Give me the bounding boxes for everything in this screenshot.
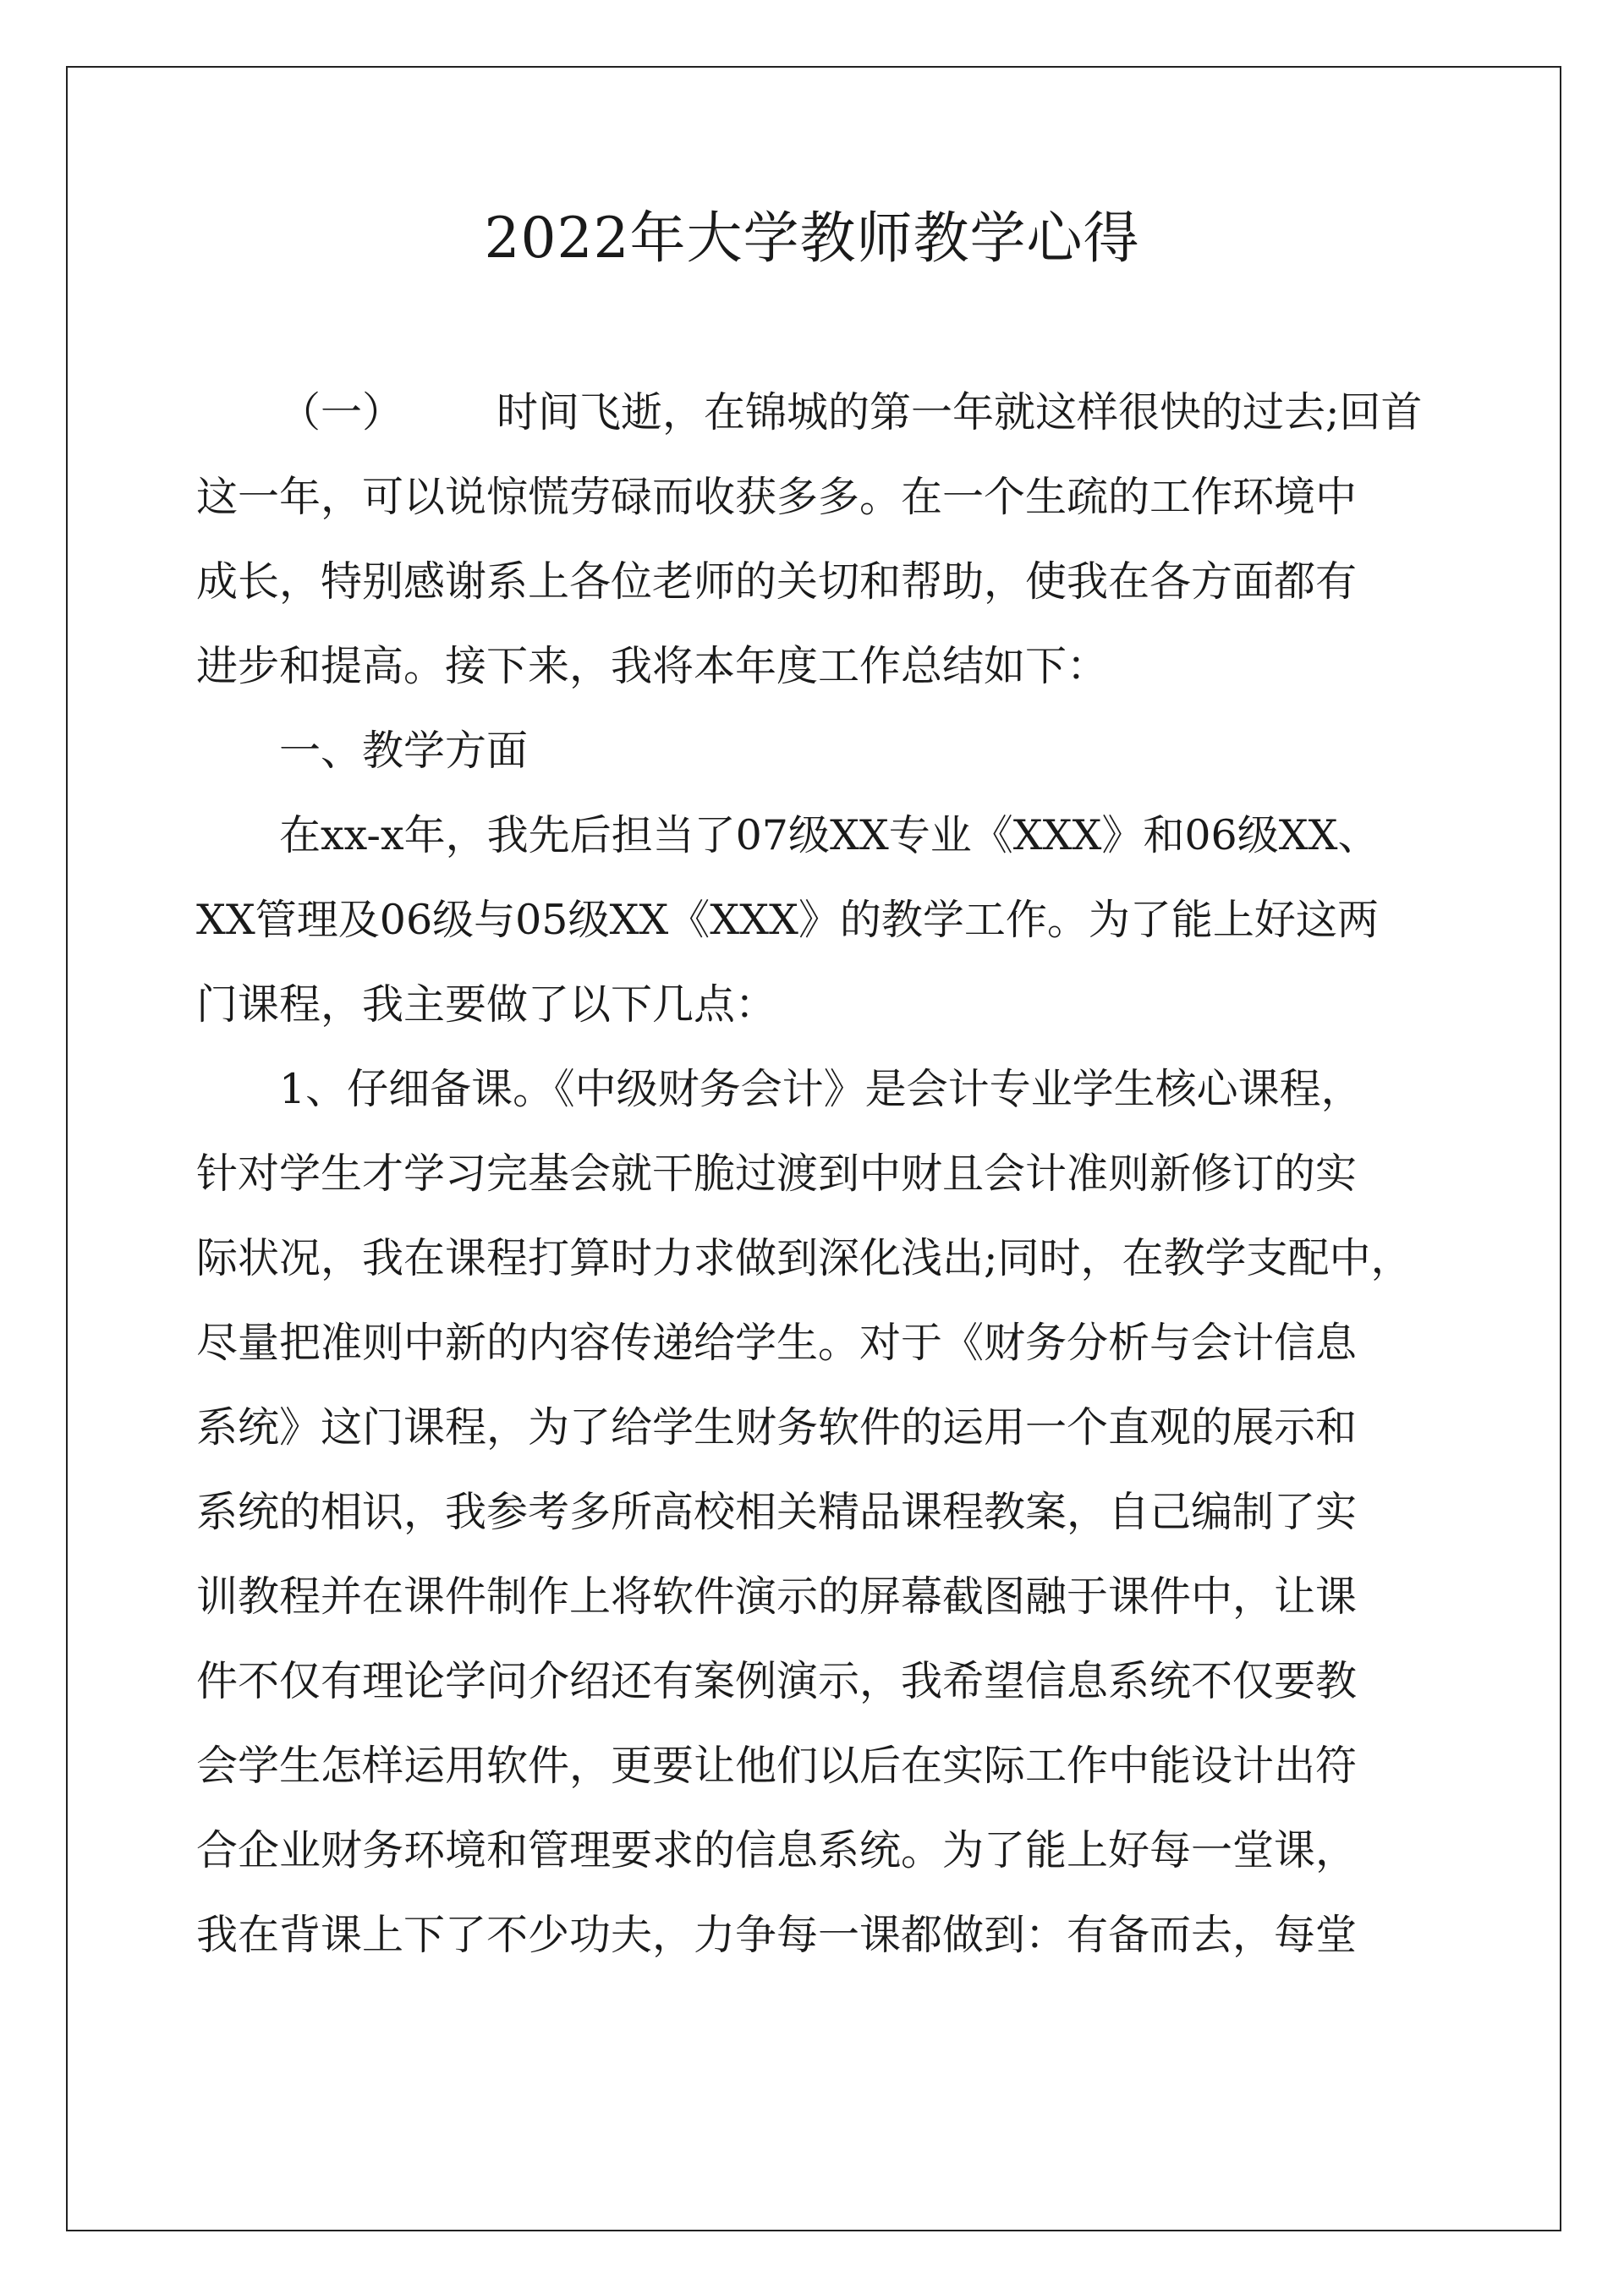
- paragraph-line: 针对学生才学习完基会就干脆过渡到中财且会计准则新修订的实: [196, 1150, 1358, 1198]
- paragraph-line: 训教程并在课件制作上将软件演示的屏幕截图融于课件中，让课: [196, 1572, 1358, 1621]
- paragraph-line: 这一年，可以说惊慌劳碌而收获多多。在一个生疏的工作环境中: [196, 473, 1358, 521]
- paragraph-line: 成长，特别感谢系上各位老师的关切和帮助，使我在各方面都有: [196, 557, 1358, 606]
- line-text: 时间飞逝，在锦城的第一年就这样很快的过去;回首: [497, 388, 1423, 436]
- paragraph-line: 际状况，我在课程打算时力求做到深化浅出;同时，在教学支配中，: [196, 1234, 1413, 1282]
- paragraph-line: [196, 370, 1431, 455]
- paragraph-line: 会学生怎样运用软件，更要让他们以后在实际工作中能设计出符: [196, 1742, 1358, 1790]
- paragraph-line: XX管理及06级与05级XX《XXX》的教学工作。为了能上好这两: [196, 896, 1379, 944]
- document-body: [196, 370, 1431, 1978]
- paragraph-line: 进步和提高。接下来，我将本年度工作总结如下：: [196, 642, 1109, 690]
- section-heading: 一、教学方面: [279, 727, 529, 775]
- paragraph-line: 门课程，我主要做了以下几点：: [196, 980, 777, 1029]
- document-title: 2022年大学教师教学心得: [484, 206, 1140, 271]
- paragraph-line: 系统的相识，我参考多所高校相关精品课程教案，自己编制了实: [196, 1488, 1358, 1536]
- paragraph-line: 1、仔细备课。《中级财务会计》是会计专业学生核心课程，: [279, 1065, 1363, 1113]
- paragraph-line: 我在背课上下了不少功夫，力争每一课都做到：有备而去，每堂: [196, 1911, 1358, 1959]
- paragraph-line: 在xx-x年，我先后担当了07级XX专业《XXX》和06级XX、: [279, 811, 1380, 859]
- paragraph-line: 尽量把准则中新的内容传递给学生。对于《财务分析与会计信息: [196, 1319, 1358, 1367]
- paragraph-line: 合企业财务环境和管理要求的信息系统。为了能上好每一堂课，: [196, 1826, 1358, 1874]
- paragraph-line: 系统》这门课程，为了给学生财务软件的运用一个直观的展示和: [196, 1403, 1358, 1452]
- section-marker: （一）: [279, 388, 404, 436]
- paragraph-line: 件不仅有理论学问介绍还有案例演示，我希望信息系统不仅要教: [196, 1657, 1358, 1705]
